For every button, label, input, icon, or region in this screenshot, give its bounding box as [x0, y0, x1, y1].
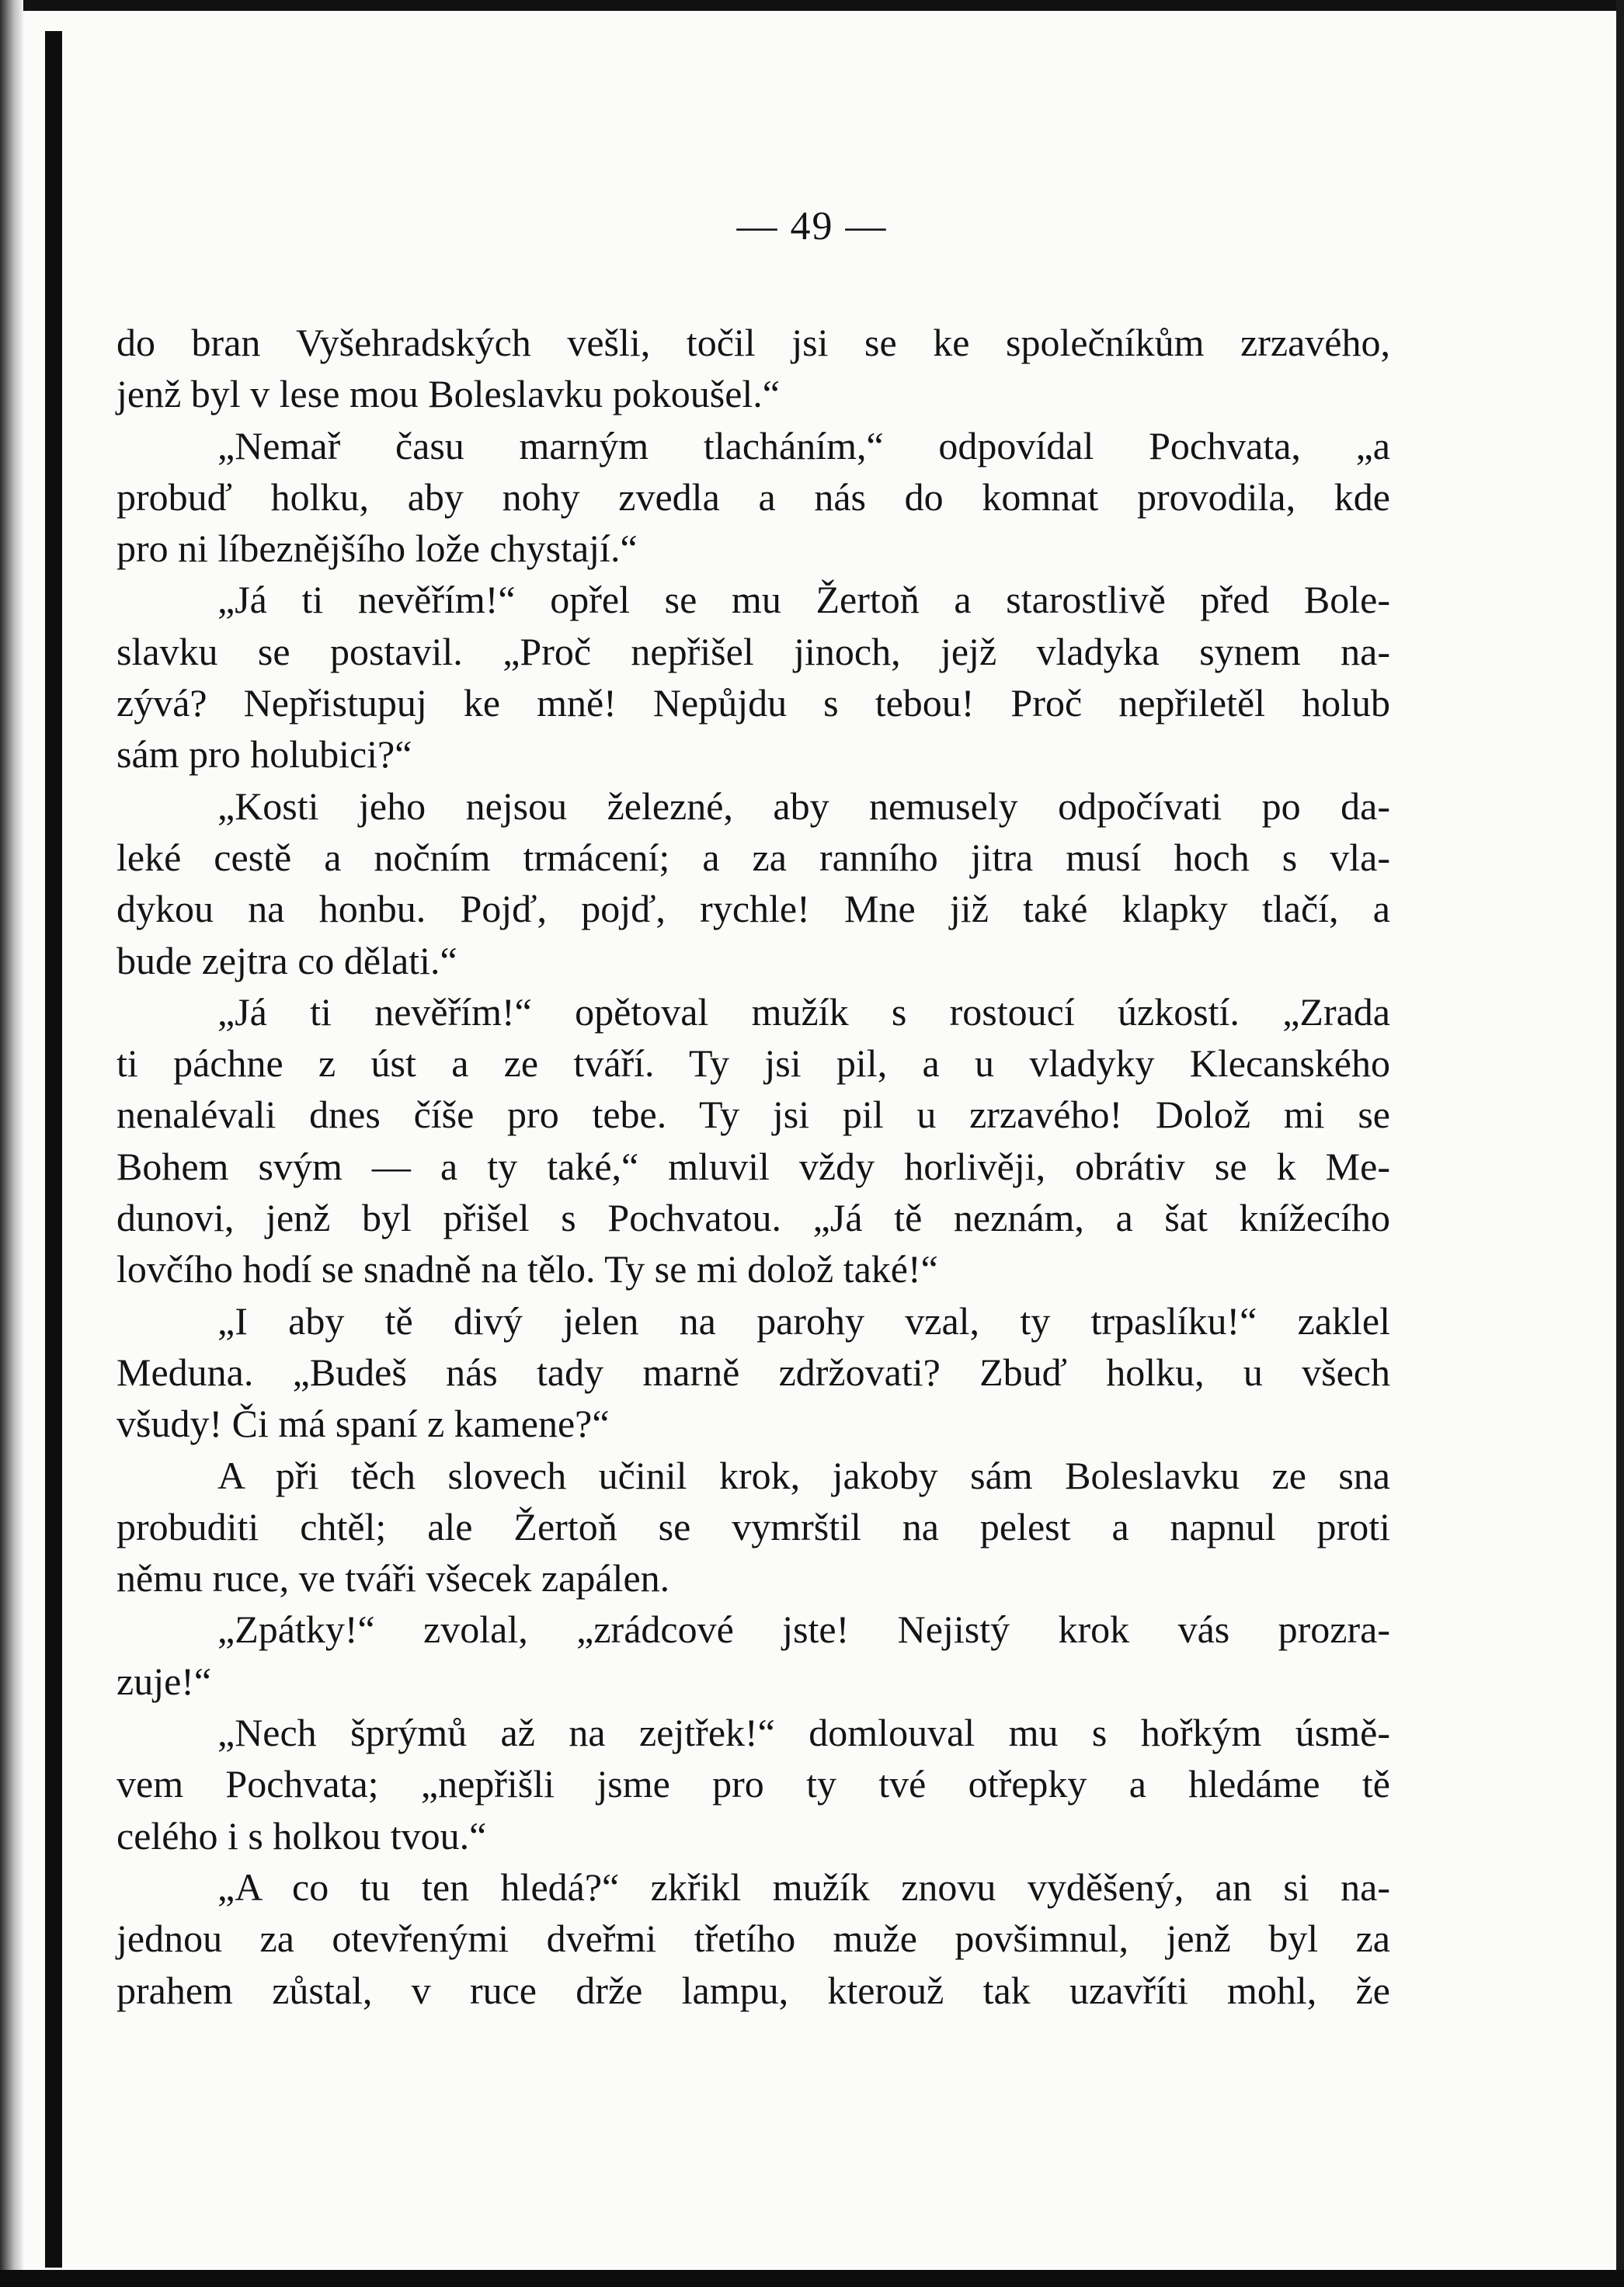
text-line: dunovi, jenž byl přišel s Pochvatou. „Já tě neznám, a šat knížecího: [116, 1196, 1390, 1240]
page-number: — 49 —: [736, 204, 888, 249]
text-line: ti páchne z úst a ze tváří. Ty jsi pil, a u vladyky Klecanského: [116, 1041, 1390, 1086]
text-line: slavku se postavil. „Proč nepřišel jinoch, jejž vladyka synem na-: [116, 629, 1390, 673]
text-line: Bohem svým — a ty také,“ mluvil vždy horlivěji, obrátiv se k Me-: [116, 1144, 1390, 1188]
text-line: probuď holku, aby nohy zvedla a nás do komnat provodila, kde: [116, 474, 1390, 519]
text-line: pro ni líbeznějšího lože chystají.“: [116, 527, 638, 571]
text-line: všudy! Či má spaní z kamene?“: [116, 1402, 610, 1446]
text-line: nenalévali dnes číše pro tebe. Ty jsi pil u zrzavého! Dolož mi se: [116, 1093, 1390, 1137]
text-line: „Nech šprýmů až na zejtřek!“ domlouval mu s hořkým úsmě-: [217, 1711, 1390, 1755]
text-line: celého i s holkou tvou.“: [116, 1813, 487, 1858]
text-line: „Zpátky!“ zvolal, „zrádcové jste! Nejistý krok vás prozra-: [217, 1608, 1390, 1652]
text-line: A při těch slovech učinil krok, jakoby sám Boleslavku ze sna: [217, 1453, 1390, 1497]
text-line: leké cestě a nočním trmácení; a za ranního jitra musí hoch s vla-: [116, 835, 1390, 879]
text-line: „Já ti nevěřím!“ opětoval mužík s rostoucí úzkostí. „Zrada: [217, 989, 1390, 1034]
text-line: zývá? Nepřistupuj ke mně! Nepůjdu s tebou! Proč nepřiletěl holub: [116, 681, 1390, 725]
text-line: bude zejtra co dělati.“: [116, 938, 457, 982]
scan-edge-left: [0, 0, 23, 2287]
text-line: sám pro holubici?“: [116, 732, 412, 777]
text-line: vem Pochvata; „nepřišli jsme pro ty tvé otřepky a hledáme tě: [116, 1762, 1390, 1806]
text-line: Meduna. „Budeš nás tady marně zdržovati? Zbuď holku, u všech: [116, 1350, 1390, 1394]
text-line: „Já ti nevěřím!“ opřel se mu Žertoň a starostlivě před Bole-: [217, 578, 1390, 622]
text-line: probuditi chtěl; ale Žertoň se vymrštil na pelest a napnul proti: [116, 1504, 1390, 1548]
scan-edge-top: [0, 0, 1624, 11]
text-line: „Nemař času marným tlacháním,“ odpovídal Pochvata, „a: [217, 423, 1390, 467]
scan-edge-bottom: [0, 2270, 1624, 2287]
book-spine-shadow: [45, 31, 62, 2268]
text-line: jednou za otevřenými dveřmi třetího muže povšimnul, jenž byl za: [116, 1917, 1390, 1961]
text-line: „A co tu ten hledá?“ zkřikl mužík znovu vyděšený, an si na-: [217, 1865, 1390, 1909]
text-line: němu ruce, ve tváři všecek zapálen.: [116, 1556, 670, 1601]
text-line: lovčího hodí se snadně na tělo. Ty se mi dolož také!“: [116, 1247, 938, 1291]
text-line: do bran Vyšehradských vešli, točil jsi se ke společníkům zrzavého,: [116, 321, 1390, 364]
text-line: „Kosti jeho nejsou železné, aby nemusely odpočívati po da-: [217, 784, 1390, 828]
body-text: [116, 317, 1390, 2016]
scan-edge-right: [1616, 0, 1624, 2287]
text-line: zuje!“: [116, 1659, 212, 1703]
text-line: jenž byl v lese mou Boleslavku pokoušel.“: [116, 372, 781, 416]
text-line: „I aby tě divý jelen na parohy vzal, ty trpaslíku!“ zaklel: [217, 1298, 1390, 1343]
text-line: prahem zůstal, v ruce drže lampu, kterouž tak uzavříti mohl, že: [116, 1968, 1390, 2012]
text-line: dykou na honbu. Pojď, pojď, rychle! Mne již také klapky tlačí, a: [116, 887, 1390, 931]
